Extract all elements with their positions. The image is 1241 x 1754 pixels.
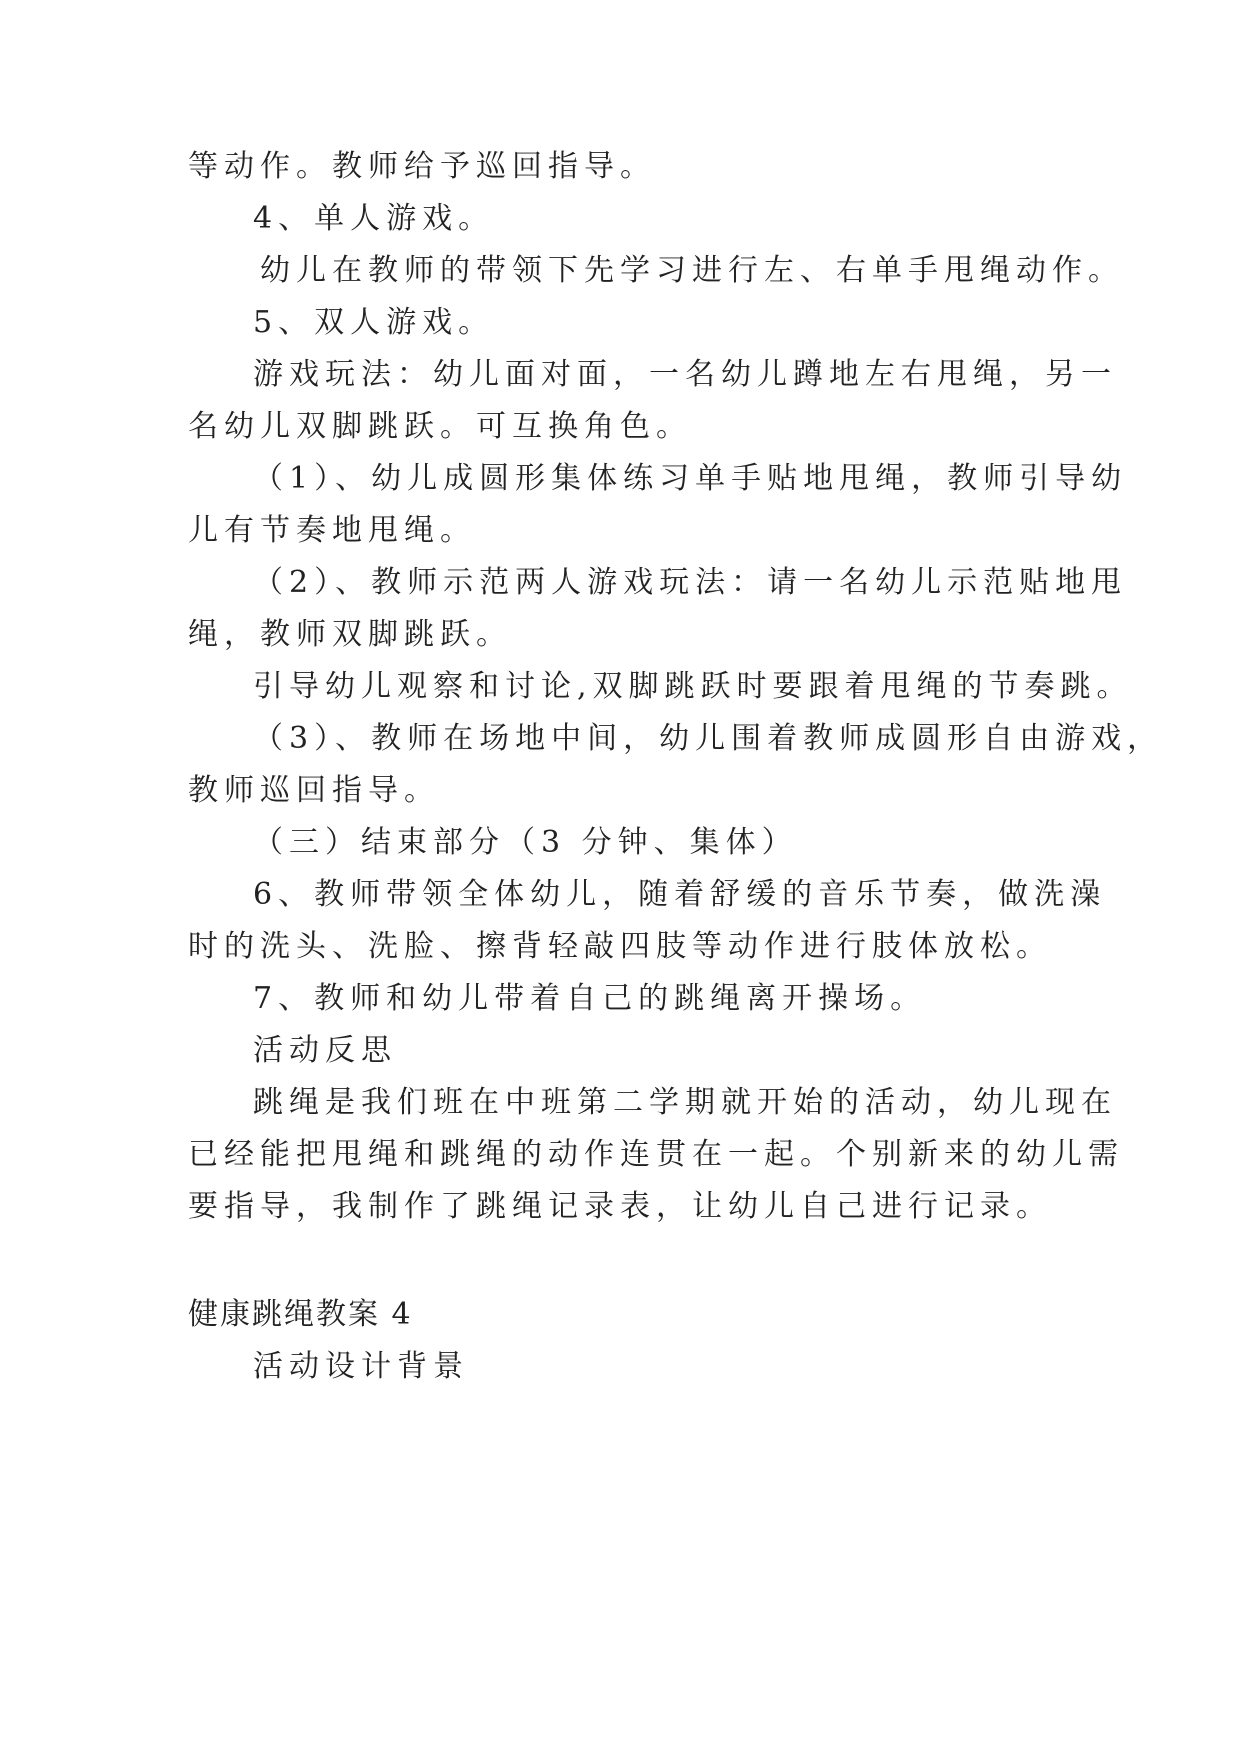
paragraph-line: （3）、教师在场地中间，幼儿围着教师成圆形自由游戏， [253,721,1164,756]
paragraph-line: 7、教师和幼儿带着自己的跳绳离开操场。 [253,981,927,1016]
paragraph-line: 绳，教师双脚跳跃。 [188,617,512,652]
paragraph-line: （2）、教师示范两人游戏玩法：请一名幼儿示范贴地甩 [253,565,1128,600]
paragraph-line: 教师巡回指导。 [188,773,440,808]
paragraph-line: 等动作。教师给予巡回指导。 [188,149,656,184]
paragraph-line: 引导幼儿观察和讨论,双脚跳跃时要跟着甩绳的节奏跳。 [253,669,1133,704]
paragraph-line: （1）、幼儿成圆形集体练习单手贴地甩绳，教师引导幼 [253,461,1128,496]
paragraph-line: 4、单人游戏。 [253,201,495,236]
paragraph-line: 时的洗头、洗脸、擦背轻敲四肢等动作进行肢体放松。 [188,929,1052,964]
paragraph-line: 儿有节奏地甩绳。 [188,513,476,548]
paragraph-line: 已经能把甩绳和跳绳的动作连贯在一起。个别新来的幼儿需 [188,1137,1124,1172]
section-heading: 活动设计背景 [253,1349,469,1384]
paragraph-line: 名幼儿双脚跳跃。可互换角色。 [188,409,692,444]
paragraph-line: 要指导，我制作了跳绳记录表，让幼儿自己进行记录。 [188,1189,1052,1224]
paragraph-line: 游戏玩法：幼儿面对面，一名幼儿蹲地左右甩绳，另一 [253,357,1117,392]
section-heading: （三）结束部分（3 分钟、集体） [253,825,798,860]
document-title: 健康跳绳教案 4 [188,1297,413,1332]
section-heading: 活动反思 [253,1033,397,1068]
paragraph-line: 幼儿在教师的带领下先学习进行左、右单手甩绳动作。 [260,253,1124,288]
paragraph-line: 5、双人游戏。 [253,305,495,340]
paragraph-line: 6、教师带领全体幼儿，随着舒缓的音乐节奏，做洗澡 [253,877,1107,912]
paragraph-line: 跳绳是我们班在中班第二学期就开始的活动，幼儿现在 [253,1085,1117,1120]
